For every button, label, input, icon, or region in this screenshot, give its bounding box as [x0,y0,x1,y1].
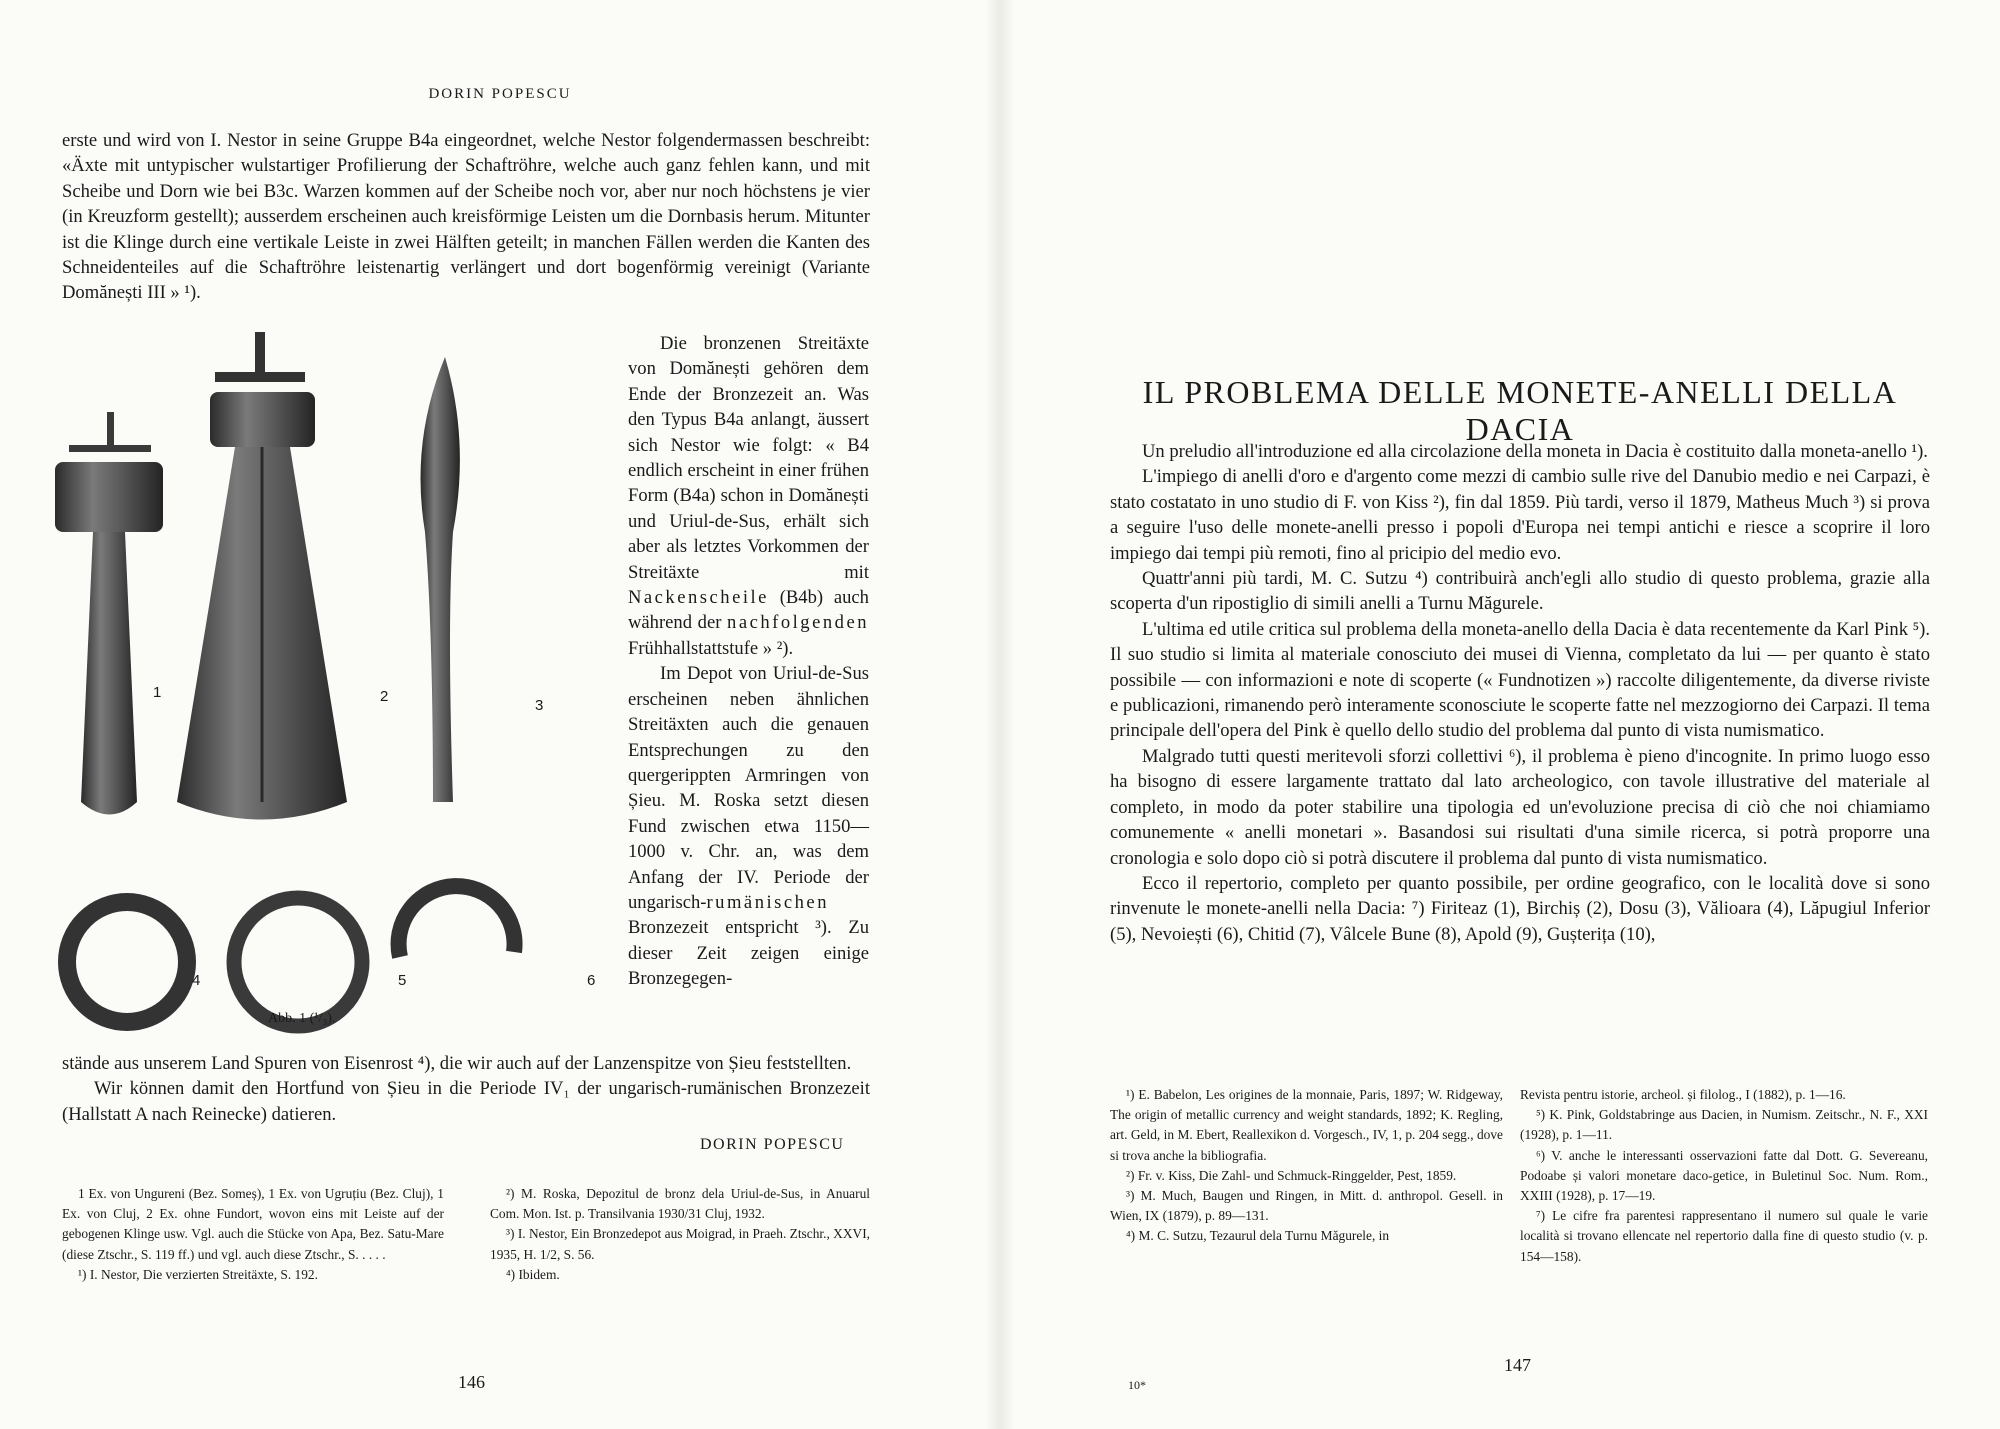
axe-2-image [177,332,347,820]
figure-number-6: 6 [587,972,596,989]
footnote: 1 Ex. von Ungureni (Bez. Someș), 1 Ex. von Ugruțiu (Bez. Cluj), 1 Ex. von Cluj, 2 Ex. ohne Fundort, wovon eins mit Leiste auf der gebogenen Klinge usw. Vgl. auch die Stücke von Apa, Bez. Satu-Mare (diese Ztschr., S. 119 ff.) und vgl. auch diese Ztschr., S. . . . . [62,1186,444,1262]
left-top-paragraph [62,128,870,306]
ring-6-image [399,886,515,957]
figure-number-5: 5 [398,972,407,989]
footnote: ⁵) K. Pink, Goldstabringe aus Dacien, in Numism. Zeitschr., N. F., XXI (1928), p. 1—11. [1520,1107,1928,1143]
footnotes-left-col2 [490,1184,870,1285]
figure-number-4: 4 [192,972,201,989]
paragraph: Wir können damit den Hortfund von Șieu in die Periode IV₁ der ungarisch-rumänischen Bronzezeit (Hallstatt A nach Reinecke) datieren. [62,1078,870,1125]
artifact-plate [55,332,625,1042]
footnote: Revista pentru istorie, archeol. și filolog., I (1882), p. 1—16. [1520,1087,1846,1102]
footnote: ²) M. Roska, Depozitul de bronz dela Uriul-de-Sus, in Anuarul Com. Mon. Ist. p. Transilvania 1930/31 Cluj, 1932. [490,1186,870,1222]
paragraph: L'impiego di anelli d'oro e d'argento come mezzi di cambio sulle rive del Danubio medio e nei Carpazi, è stato costatato in uno studio di F. von Kiss ²), fin dal 1859. Più tardi, verso il 1879, Matheus Much ³) si prova a seguire l'uso delle monete-anelli presso i popoli d'Europa nei tempi antichi e riesce a scoprire il loro impiego dai tempi più remoti, fino al pricipio del medio evo. [1110,466,1930,564]
author-signature: DORIN POPESCU [700,1136,845,1153]
left-narrow-column [628,331,869,992]
page-number: 146 [458,1372,485,1392]
axe-1-image [55,412,163,815]
article-title: IL PROBLEMA DELLE MONETE-ANELLI DELLA DACIA [1142,374,1898,447]
ring-5-image [234,898,362,1026]
footnote: ²) Fr. v. Kiss, Die Zahl- und Schmuck-Ringgelder, Pest, 1859. [1126,1167,1457,1183]
paragraph: Im Depot von Uriul-de-Sus erscheinen neben ähnlichen Streitäxten auch die genauen Entsprechungen zu den quergerippten Armringen von Șieu. M. Roska setzt diesen Fund zwischen etwa 1150—1000 v. Chr. an, was dem Anfang der IV. Periode der ungarisch-rumänischen Bronzezeit entspricht ³). Zu dieser Zeit zeigen einige Bronzegegen- [628,663,869,990]
paragraph: Ecco il repertorio, completo per quanto possibile, per ordine geografico, con le località dove si sono rinvenute le monete-anelli nella Dacia: ⁷) Firiteaz (1), Birchiș (2), Dosu (3), Vălioara (4), Lăpugiul Inferior (5), Nevoiești (6), Chitid (7), Vâlcele Bune (8), Apold (9), Gușterița (10), [1110,872,1930,945]
figure-number-2: 2 [380,688,389,705]
running-head: DORIN POPESCU [428,86,572,102]
footnote: ³) I. Nestor, Ein Bronzedepot aus Moigrad, in Praeh. Ztschr., XXVI, 1935, H. 1/2, S. 56. [490,1226,870,1262]
spearhead-3-image [421,357,460,802]
paragraph: Un preludio all'introduzione ed alla circolazione della moneta in Dacia è costituito dalla moneta-anello ¹). [1142,441,1928,462]
ring-4-image [67,902,187,1022]
figure-number-1: 1 [153,684,162,701]
footnote: ⁷) Le cifre fra parentesi rappresentano il numero sul quale le varie località si trovano ellencate nel repertorio dalla fine di questo studio (v. p. 154—158). [1520,1208,1928,1264]
footnotes-right-col1 [1110,1085,1503,1247]
paragraph: Malgrado tutti questi meritevoli sforzi collettivi ⁶), il problema è pieno d'incognite. In primo luogo esso ha bisogno di essere largamente trattato dal lato archeologico, con tavole illustrative del materiale al completo, in modo da poter stabilire una tipologia ed un'evoluzione precisa di ciò che noi chiamiamo comunemente « anelli monetari ». Basandosi sui risultati d'una simile ricerca, si potrà proporre una cronologia e solo dopo ciò si potrà discutere il problema dal punto di vista numismatico. [1110,745,1930,869]
footnotes-left-col1 [62,1184,444,1285]
paragraph: erste und wird von I. Nestor in seine Gruppe B4a eingeordnet, welche Nestor folgendermassen beschreibt: «Äxte mit untypischer wulstartiger Profilierung der Schaftröhre, welche auch ganz fehlen kann, und mit Scheibe und Dorn wie bei B3c. Warzen kommen auf der Scheibe noch vor, aber nur noch höchstens je vier (in Kreuzform gestellt); ausserdem erscheinen auch kreisförmige Leisten um die Dornbasis herum. Mitunter ist die Klinge durch eine vertikale Leiste in zwei Hälften geteilt; in manchen Fällen werden die Kanten des Schneidenteiles auf die Schaftröhre leistenartig verlängert und dort bogenförmig vereinigt (Variante Domănești III » ¹). [62,130,870,304]
footnote: ⁴) M. C. Sutzu, Tezaurul dela Turnu Măgurele, in [1126,1228,1390,1244]
footnotes-right-col2 [1520,1085,1928,1267]
right-body-text [1110,439,1930,947]
footnote: ⁴) Ibidem. [506,1266,560,1282]
figure-number-3: 3 [535,697,544,714]
paragraph: stände aus unserem Land Spuren von Eisenrost ⁴), die wir auch auf der Lanzenspitze von Șieu feststellten. [62,1053,852,1074]
paragraph: L'ultima ed utile critica sul problema della moneta-anello della Dacia è data recentemente da Karl Pink ⁵). Il suo studio si limita al materiale conosciuto dei musei di Vienna, completato da lui — per quanto è stato possibile — con informazioni e note di scoperte (« Fundnotizen ») raccolte diligentemente, da diverse riviste e publicazioni, rimanendo però interamente sconosciute le scoperte fatte nel mezzogiorno dei Carpazi. Il tema principale dell'opera del Pink è quello dello studio del problema dal punto di vista numismatico. [1110,618,1930,742]
signature-mark: 10* [1128,1378,1146,1392]
footnote: ¹) I. Nestor, Die verzierten Streitäxte, S. 192. [78,1266,318,1282]
paragraph: Die bronzenen Streitäxte von Domănești gehören dem Ende der Bronzezeit an. Was den Typus B4a anlangt, äussert sich Nestor wie folgt: « B4 endlich erscheint in einer frühen Form (B4a) schon in Domănești und Uriul-de-Sus, erhält sich aber als letztes Vorkommen der Streitäxte mit Nackenscheile (B4b) auch während der nachfolgenden Frühhallstattstufe » ²). [628,333,869,659]
figure-abb-1 [55,332,625,1042]
page-number: 147 [1504,1355,1531,1375]
footnote: ¹) E. Babelon, Les origines de la monnaie, Paris, 1897; W. Ridgeway, The origin of metallic currency and weight standards, 1892; K. Regling, art. Geld, in M. Ebert, Reallexikon d. Vorgesch., IV, 1, p. 204 segg., dove si trova anche la bibliografia. [1110,1087,1503,1163]
figure-caption: Abb. 1 (¹/₃). [268,1011,336,1026]
left-bottom-text [62,1051,870,1127]
paragraph: Quattr'anni più tardi, M. C. Sutzu ⁴) contribuirà anch'egli allo studio di questo problema, grazie alla scoperta d'un ripostiglio di simili anelli a Turnu Măgurele. [1110,568,1930,615]
footnote: ⁶) V. anche le interessanti osservazioni fatte dal Dott. G. Severeanu, Podoabe și valori monetare daco-getice, in Buletinul Soc. Num. Rom., XXIII (1928), p. 17—19. [1520,1147,1928,1204]
footnote: ³) M. Much, Baugen und Ringen, in Mitt. d. anthropol. Gesell. in Wien, IX (1879), p. 89—131. [1110,1188,1503,1224]
